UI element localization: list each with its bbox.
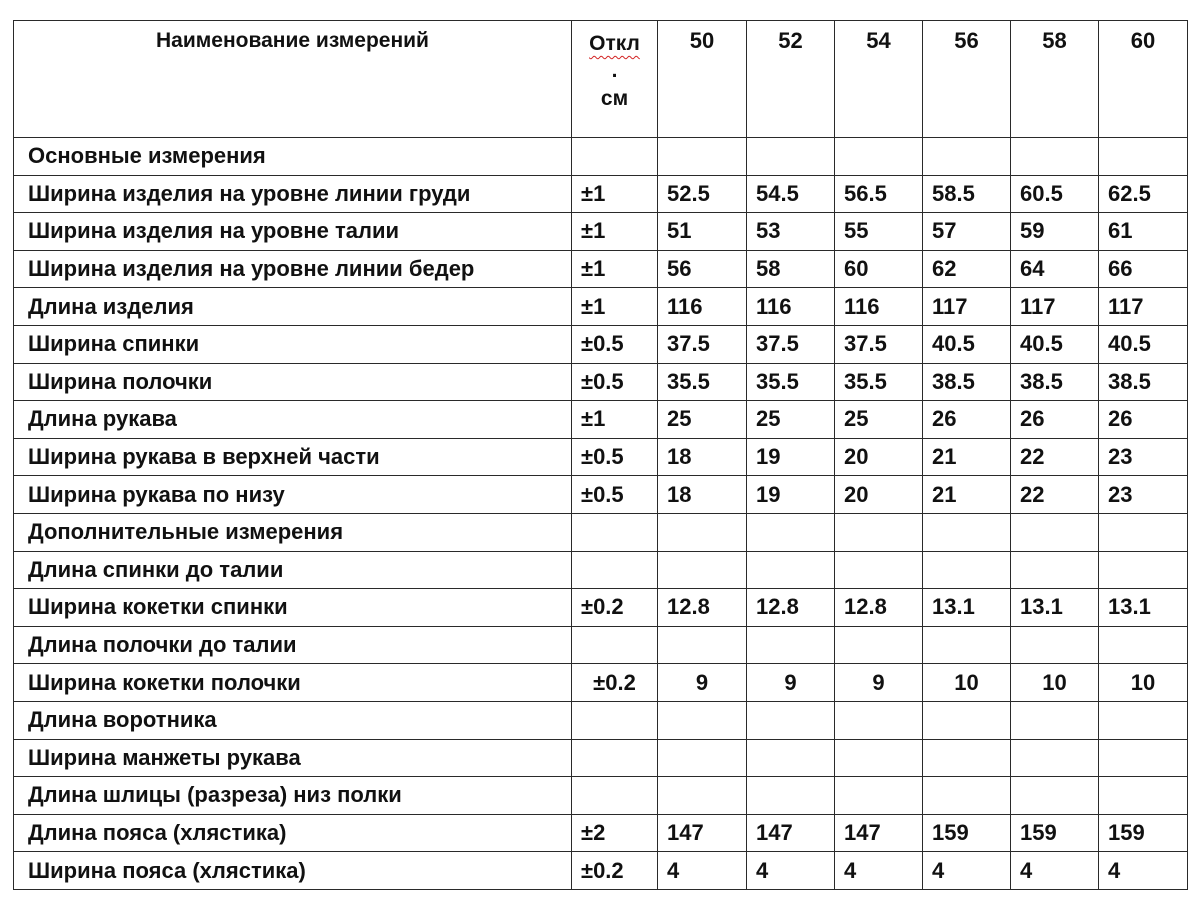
measurement-name-cell: Основные измерения bbox=[14, 138, 572, 176]
size-value-cell: 52.5 bbox=[658, 175, 747, 213]
tolerance-cell: ±0.5 bbox=[572, 476, 658, 514]
tolerance-cell bbox=[572, 138, 658, 176]
size-value-cell bbox=[1099, 701, 1188, 739]
size-value-cell: 9 bbox=[658, 664, 747, 702]
size-value-cell: 23 bbox=[1099, 476, 1188, 514]
size-value-cell: 12.8 bbox=[747, 589, 835, 627]
size-value-cell: 35.5 bbox=[835, 363, 923, 401]
tolerance-cell bbox=[572, 701, 658, 739]
size-value-cell: 62.5 bbox=[1099, 175, 1188, 213]
measurement-name-cell: Длина спинки до талии bbox=[14, 551, 572, 589]
measurement-name-cell: Длина воротника bbox=[14, 701, 572, 739]
size-value-cell bbox=[658, 739, 747, 777]
size-value-cell: 159 bbox=[923, 814, 1011, 852]
tolerance-cell bbox=[572, 777, 658, 815]
tolerance-cell: ±0.5 bbox=[572, 438, 658, 476]
size-value-cell: 147 bbox=[835, 814, 923, 852]
size-value-cell: 20 bbox=[835, 438, 923, 476]
header-name-cell: Наименование измерений bbox=[14, 21, 572, 138]
table-row bbox=[14, 401, 1188, 439]
measurement-name-cell: Ширина изделия на уровне линии груди bbox=[14, 175, 572, 213]
size-value-cell bbox=[923, 701, 1011, 739]
tolerance-cell: ±1 bbox=[572, 175, 658, 213]
measurement-name-cell: Длина полочки до талии bbox=[14, 626, 572, 664]
measurement-name-cell: Ширина спинки bbox=[14, 325, 572, 363]
size-value-cell: 37.5 bbox=[747, 325, 835, 363]
size-value-cell: 38.5 bbox=[1099, 363, 1188, 401]
size-value-cell: 22 bbox=[1011, 476, 1099, 514]
measurement-name-cell: Ширина изделия на уровне талии bbox=[14, 213, 572, 251]
size-value-cell bbox=[923, 777, 1011, 815]
size-value-cell: 37.5 bbox=[658, 325, 747, 363]
header-size-cell: 56 bbox=[923, 21, 1011, 138]
size-value-cell: 19 bbox=[747, 438, 835, 476]
measurement-name-cell: Дополнительные измерения bbox=[14, 513, 572, 551]
size-value-cell bbox=[747, 551, 835, 589]
size-value-cell bbox=[923, 551, 1011, 589]
size-value-cell bbox=[1011, 551, 1099, 589]
table-row bbox=[14, 138, 1188, 176]
size-value-cell: 9 bbox=[747, 664, 835, 702]
size-value-cell bbox=[747, 626, 835, 664]
size-value-cell bbox=[747, 138, 835, 176]
size-value-cell: 13.1 bbox=[1099, 589, 1188, 627]
header-tolerance-cell bbox=[572, 21, 658, 138]
size-value-cell: 21 bbox=[923, 476, 1011, 514]
size-value-cell: 51 bbox=[658, 213, 747, 251]
size-value-cell bbox=[1011, 513, 1099, 551]
size-value-cell bbox=[658, 513, 747, 551]
size-value-cell: 23 bbox=[1099, 438, 1188, 476]
size-value-cell bbox=[1011, 701, 1099, 739]
size-value-cell bbox=[1099, 626, 1188, 664]
size-value-cell bbox=[658, 701, 747, 739]
table-row bbox=[14, 626, 1188, 664]
size-value-cell bbox=[658, 626, 747, 664]
size-value-cell: 117 bbox=[1099, 288, 1188, 326]
size-value-cell: 26 bbox=[923, 401, 1011, 439]
size-value-cell: 56.5 bbox=[835, 175, 923, 213]
measurement-name-cell: Ширина манжеты рукава bbox=[14, 739, 572, 777]
tolerance-cell: ±2 bbox=[572, 814, 658, 852]
table-row bbox=[14, 250, 1188, 288]
size-value-cell: 4 bbox=[1011, 852, 1099, 890]
size-value-cell: 38.5 bbox=[923, 363, 1011, 401]
size-value-cell bbox=[835, 138, 923, 176]
size-value-cell: 53 bbox=[747, 213, 835, 251]
size-value-cell: 12.8 bbox=[658, 589, 747, 627]
tolerance-cell: ±0.2 bbox=[572, 589, 658, 627]
size-value-cell: 26 bbox=[1099, 401, 1188, 439]
size-value-cell: 61 bbox=[1099, 213, 1188, 251]
tolerance-cell: ±1 bbox=[572, 213, 658, 251]
size-value-cell: 159 bbox=[1011, 814, 1099, 852]
table-row bbox=[14, 213, 1188, 251]
table-row bbox=[14, 701, 1188, 739]
size-value-cell: 4 bbox=[923, 852, 1011, 890]
size-value-cell: 22 bbox=[1011, 438, 1099, 476]
size-value-cell: 117 bbox=[1011, 288, 1099, 326]
table-row bbox=[14, 589, 1188, 627]
tolerance-cell: ±1 bbox=[572, 288, 658, 326]
size-value-cell: 4 bbox=[835, 852, 923, 890]
size-value-cell: 12.8 bbox=[835, 589, 923, 627]
table-row bbox=[14, 814, 1188, 852]
size-value-cell bbox=[747, 739, 835, 777]
header-tolerance-line-3: см bbox=[600, 86, 629, 110]
size-value-cell bbox=[1011, 138, 1099, 176]
header-tolerance-line-2: . bbox=[611, 59, 618, 83]
measurement-name-cell: Длина пояса (хлястика) bbox=[14, 814, 572, 852]
size-value-cell: 37.5 bbox=[835, 325, 923, 363]
measurement-table-container bbox=[13, 20, 1188, 890]
size-value-cell: 18 bbox=[658, 438, 747, 476]
size-value-cell: 60 bbox=[835, 250, 923, 288]
size-value-cell bbox=[923, 739, 1011, 777]
tolerance-cell bbox=[572, 551, 658, 589]
size-value-cell bbox=[1099, 138, 1188, 176]
size-value-cell bbox=[835, 739, 923, 777]
size-value-cell: 60.5 bbox=[1011, 175, 1099, 213]
size-value-cell: 159 bbox=[1099, 814, 1188, 852]
size-value-cell: 147 bbox=[658, 814, 747, 852]
tolerance-cell: ±0.5 bbox=[572, 325, 658, 363]
table-body bbox=[14, 21, 1188, 890]
size-value-cell: 35.5 bbox=[658, 363, 747, 401]
size-value-cell: 58 bbox=[747, 250, 835, 288]
size-value-cell: 38.5 bbox=[1011, 363, 1099, 401]
size-value-cell bbox=[835, 701, 923, 739]
size-value-cell bbox=[1011, 777, 1099, 815]
header-size-cell: 52 bbox=[747, 21, 835, 138]
size-value-cell bbox=[923, 513, 1011, 551]
size-value-cell: 35.5 bbox=[747, 363, 835, 401]
measurement-name-cell: Ширина кокетки спинки bbox=[14, 589, 572, 627]
size-value-cell bbox=[923, 626, 1011, 664]
table-row bbox=[14, 325, 1188, 363]
size-value-cell: 9 bbox=[835, 664, 923, 702]
size-value-cell: 147 bbox=[747, 814, 835, 852]
size-value-cell bbox=[835, 777, 923, 815]
size-value-cell: 55 bbox=[835, 213, 923, 251]
size-value-cell: 26 bbox=[1011, 401, 1099, 439]
size-value-cell: 4 bbox=[1099, 852, 1188, 890]
size-value-cell: 13.1 bbox=[923, 589, 1011, 627]
table-row bbox=[14, 513, 1188, 551]
tolerance-cell bbox=[572, 513, 658, 551]
tolerance-cell: ±1 bbox=[572, 401, 658, 439]
size-value-cell: 58.5 bbox=[923, 175, 1011, 213]
size-value-cell bbox=[1011, 739, 1099, 777]
size-value-cell: 117 bbox=[923, 288, 1011, 326]
table-row bbox=[14, 664, 1188, 702]
size-value-cell: 56 bbox=[658, 250, 747, 288]
size-value-cell bbox=[658, 551, 747, 589]
size-value-cell bbox=[747, 513, 835, 551]
header-size-cell: 50 bbox=[658, 21, 747, 138]
table-row bbox=[14, 438, 1188, 476]
measurement-name-cell: Ширина кокетки полочки bbox=[14, 664, 572, 702]
size-value-cell: 25 bbox=[835, 401, 923, 439]
table-row bbox=[14, 175, 1188, 213]
table-row bbox=[14, 288, 1188, 326]
size-value-cell bbox=[1099, 777, 1188, 815]
tolerance-cell: ±0.2 bbox=[572, 852, 658, 890]
size-value-cell: 20 bbox=[835, 476, 923, 514]
size-value-cell: 18 bbox=[658, 476, 747, 514]
table-row bbox=[14, 852, 1188, 890]
size-value-cell bbox=[1099, 551, 1188, 589]
tolerance-cell bbox=[572, 626, 658, 664]
tolerance-cell: ±1 bbox=[572, 250, 658, 288]
size-value-cell bbox=[1099, 513, 1188, 551]
size-value-cell: 25 bbox=[658, 401, 747, 439]
measurement-name-cell: Ширина пояса (хлястика) bbox=[14, 852, 572, 890]
size-value-cell: 10 bbox=[1099, 664, 1188, 702]
size-value-cell: 4 bbox=[747, 852, 835, 890]
size-value-cell: 10 bbox=[923, 664, 1011, 702]
header-size-cell: 58 bbox=[1011, 21, 1099, 138]
header-tolerance-line-1: Откл bbox=[589, 32, 640, 55]
measurement-name-cell: Длина шлицы (разреза) низ полки bbox=[14, 777, 572, 815]
size-value-cell: 64 bbox=[1011, 250, 1099, 288]
size-value-cell: 66 bbox=[1099, 250, 1188, 288]
size-value-cell: 116 bbox=[835, 288, 923, 326]
size-value-cell: 57 bbox=[923, 213, 1011, 251]
measurement-name-cell: Длина рукава bbox=[14, 401, 572, 439]
size-value-cell bbox=[747, 701, 835, 739]
measurement-name-cell: Длина изделия bbox=[14, 288, 572, 326]
size-value-cell: 19 bbox=[747, 476, 835, 514]
header-row bbox=[14, 21, 1188, 138]
tolerance-cell: ±0.5 bbox=[572, 363, 658, 401]
tolerance-cell bbox=[572, 739, 658, 777]
size-value-cell bbox=[835, 551, 923, 589]
measurement-name-cell: Ширина полочки bbox=[14, 363, 572, 401]
header-size-cell: 60 bbox=[1099, 21, 1188, 138]
size-value-cell: 25 bbox=[747, 401, 835, 439]
size-value-cell bbox=[835, 626, 923, 664]
table-row bbox=[14, 476, 1188, 514]
measurement-name-cell: Ширина рукава в верхней части bbox=[14, 438, 572, 476]
measurement-name-cell: Ширина рукава по низу bbox=[14, 476, 572, 514]
size-value-cell: 116 bbox=[658, 288, 747, 326]
size-value-cell: 62 bbox=[923, 250, 1011, 288]
size-value-cell bbox=[658, 138, 747, 176]
table-row bbox=[14, 777, 1188, 815]
size-value-cell bbox=[1011, 626, 1099, 664]
size-value-cell: 40.5 bbox=[1099, 325, 1188, 363]
header-size-cell: 54 bbox=[835, 21, 923, 138]
size-value-cell: 40.5 bbox=[923, 325, 1011, 363]
size-value-cell: 116 bbox=[747, 288, 835, 326]
size-value-cell: 13.1 bbox=[1011, 589, 1099, 627]
table-row bbox=[14, 363, 1188, 401]
size-value-cell: 54.5 bbox=[747, 175, 835, 213]
size-value-cell: 10 bbox=[1011, 664, 1099, 702]
size-value-cell: 59 bbox=[1011, 213, 1099, 251]
table-row bbox=[14, 551, 1188, 589]
size-value-cell bbox=[1099, 739, 1188, 777]
size-value-cell bbox=[923, 138, 1011, 176]
size-value-cell bbox=[747, 777, 835, 815]
size-value-cell bbox=[658, 777, 747, 815]
size-value-cell: 40.5 bbox=[1011, 325, 1099, 363]
measurement-name-cell: Ширина изделия на уровне линии бедер bbox=[14, 250, 572, 288]
size-measurement-table bbox=[13, 20, 1188, 890]
size-value-cell: 21 bbox=[923, 438, 1011, 476]
tolerance-cell: ±0.2 bbox=[572, 664, 658, 702]
table-row bbox=[14, 739, 1188, 777]
size-value-cell: 4 bbox=[658, 852, 747, 890]
size-value-cell bbox=[835, 513, 923, 551]
